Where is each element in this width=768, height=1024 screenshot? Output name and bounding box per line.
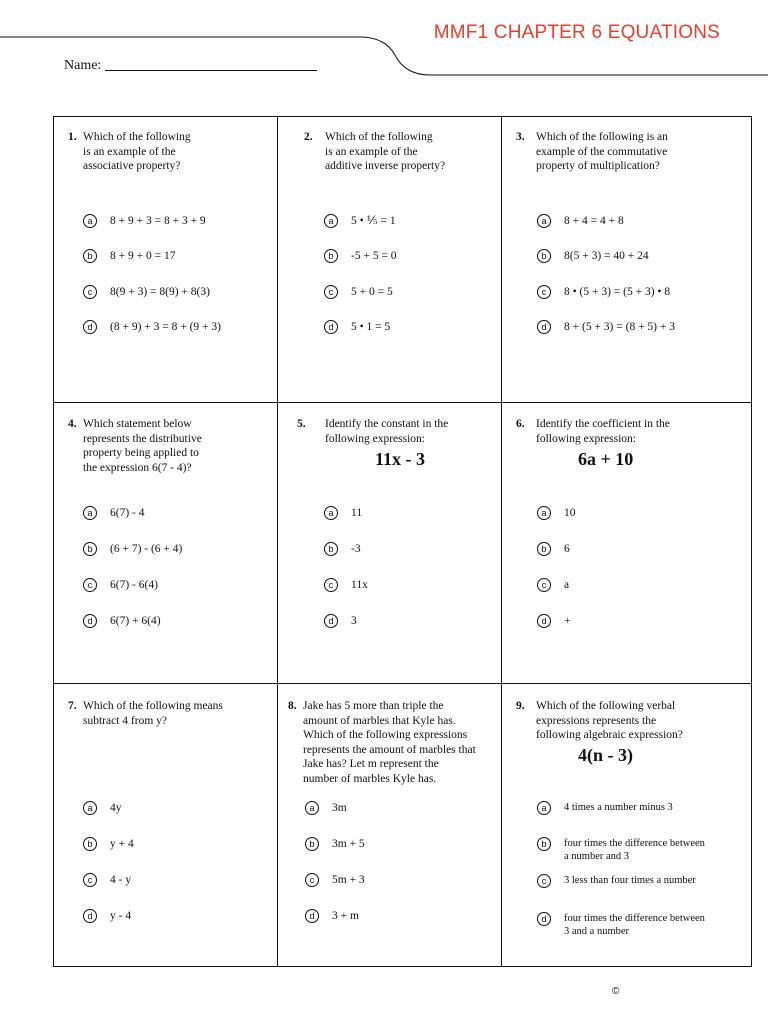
name-blank-line[interactable] <box>105 70 317 71</box>
answer-option-a[interactable] <box>537 801 673 815</box>
option-text: 6 <box>564 543 570 555</box>
answer-option-d[interactable] <box>537 614 571 629</box>
answer-option-c[interactable] <box>537 285 670 300</box>
question-grid <box>53 116 752 967</box>
answer-option-d[interactable] <box>537 320 675 335</box>
option-text: 3m + 5 <box>332 838 365 850</box>
question-expression: 4(n - 3) <box>578 745 633 765</box>
option-letter-circle[interactable]: c <box>537 285 551 299</box>
option-letter-circle[interactable]: d <box>305 909 319 923</box>
answer-option-b[interactable] <box>83 837 134 852</box>
answer-option-d[interactable] <box>537 912 705 938</box>
option-letter-circle[interactable]: b <box>83 837 97 851</box>
option-letter-circle[interactable]: b <box>83 542 97 556</box>
option-letter-circle[interactable]: b <box>324 249 338 263</box>
answer-option-c[interactable] <box>83 285 210 300</box>
option-text: -5 + 5 = 0 <box>351 250 397 262</box>
answer-option-a[interactable] <box>83 506 145 521</box>
option-letter-circle[interactable]: a <box>537 801 551 815</box>
option-letter-circle[interactable]: d <box>83 909 97 923</box>
option-letter-circle[interactable]: c <box>537 874 551 888</box>
option-text: 5 + 0 = 5 <box>351 286 393 298</box>
question-text: Which of the following means subtract 4 from y? <box>83 700 223 727</box>
answer-option-d[interactable] <box>324 320 390 335</box>
option-letter-circle[interactable]: c <box>83 873 97 887</box>
question-8 <box>278 684 502 964</box>
answer-option-d[interactable] <box>83 320 221 335</box>
option-text: 6(7) - 4 <box>110 507 145 519</box>
question-9 <box>502 684 726 964</box>
option-letter-circle[interactable]: a <box>537 506 551 520</box>
option-letter-circle[interactable]: c <box>324 285 338 299</box>
option-text: 4 times a number minus 3 <box>564 802 673 813</box>
option-letter-circle[interactable]: a <box>324 506 338 520</box>
option-text: 5 • 1 = 5 <box>351 321 391 333</box>
answer-option-a[interactable] <box>305 801 347 816</box>
question-number: 7. <box>68 700 77 712</box>
answer-option-d[interactable] <box>305 909 359 924</box>
option-letter-circle[interactable]: d <box>83 320 97 334</box>
option-letter-circle[interactable]: d <box>324 320 338 334</box>
answer-option-d[interactable] <box>83 614 161 629</box>
option-letter-circle[interactable]: c <box>83 578 97 592</box>
option-letter-circle[interactable]: d <box>83 614 97 628</box>
option-text: 8 + 4 = 4 + 8 <box>564 215 624 227</box>
option-letter-circle[interactable]: b <box>83 249 97 263</box>
copyright-mark: © <box>612 986 620 997</box>
option-text: (8 + 9) + 3 = 8 + (9 + 3) <box>110 321 221 333</box>
answer-option-a[interactable] <box>324 214 396 229</box>
option-letter-circle[interactable]: d <box>537 912 551 926</box>
answer-option-c[interactable] <box>324 578 368 593</box>
option-text: four times the difference between a number and 3 <box>564 838 705 862</box>
question-number: 6. <box>516 418 525 430</box>
option-text: 10 <box>564 507 576 519</box>
option-letter-circle[interactable]: a <box>83 801 97 815</box>
option-text: 6(7) - 6(4) <box>110 579 158 591</box>
question-7 <box>54 684 278 964</box>
option-text: 6(7) + 6(4) <box>110 615 161 627</box>
answer-option-b[interactable] <box>537 837 705 863</box>
option-text: 8(9 + 3) = 8(9) + 8(3) <box>110 286 210 298</box>
question-number: 2. <box>304 131 313 143</box>
question-text: Which of the following is an example of the commutative property of multiplication? <box>536 131 668 172</box>
option-letter-circle[interactable]: d <box>324 614 338 628</box>
option-text: 3m <box>332 802 347 814</box>
option-letter-circle[interactable]: b <box>537 542 551 556</box>
option-letter-circle[interactable]: b <box>537 249 551 263</box>
option-text: 3 + m <box>332 910 359 922</box>
question-text: Jake has 5 more than triple the amount of marbles that Kyle has. Which of the following expressions represents the amount of marbles that Jake has? Let m represent the number of marbles Kyle has. <box>303 700 476 785</box>
answer-option-a[interactable] <box>83 801 122 816</box>
question-2 <box>278 117 502 397</box>
option-text: 4y <box>110 802 122 814</box>
question-expression: 6a + 10 <box>578 449 634 469</box>
option-text: 8 + 9 + 3 = 8 + 3 + 9 <box>110 215 206 227</box>
option-text: -3 <box>351 543 361 555</box>
question-text: Identify the constant in the following expression: <box>325 418 449 445</box>
answer-option-b[interactable] <box>305 837 365 852</box>
option-letter-circle[interactable]: a <box>324 214 338 228</box>
question-number: 8. <box>288 700 297 712</box>
question-number: 4. <box>68 418 77 430</box>
answer-option-c[interactable] <box>324 285 393 300</box>
option-letter-circle[interactable]: c <box>324 578 338 592</box>
option-text: + <box>564 615 571 627</box>
option-text: 8 • (5 + 3) = (5 + 3) • 8 <box>564 286 671 298</box>
header-divider-curve <box>0 0 768 90</box>
question-number: 3. <box>516 131 525 143</box>
answer-option-c[interactable] <box>537 874 696 888</box>
answer-option-a[interactable] <box>324 506 362 521</box>
option-letter-circle[interactable]: b <box>324 542 338 556</box>
question-text: Which of the following verbal expressions represents the following algebraic expression? <box>536 700 683 741</box>
option-letter-circle[interactable]: c <box>305 873 319 887</box>
option-letter-circle[interactable]: b <box>537 837 551 851</box>
option-text: 5m + 3 <box>332 874 365 886</box>
option-text: 5 • ⅕ = 1 <box>351 215 396 227</box>
option-text: 3 <box>351 615 357 627</box>
option-text: four times the difference between 3 and a number <box>564 913 705 937</box>
question-4 <box>54 403 278 683</box>
question-text: Identify the coefficient in the following expression: <box>536 418 670 445</box>
answer-option-a[interactable] <box>537 506 576 521</box>
question-6 <box>502 403 726 683</box>
question-text: Which statement below represents the distributive property being applied to the expression 6(7 - 4)? <box>83 418 202 474</box>
option-text: y - 4 <box>110 910 132 922</box>
question-number: 9. <box>516 700 525 712</box>
option-text: a <box>564 579 570 591</box>
option-letter-circle[interactable]: c <box>83 285 97 299</box>
question-5 <box>278 403 502 683</box>
answer-option-a[interactable] <box>537 214 624 229</box>
option-letter-circle[interactable]: d <box>537 614 551 628</box>
answer-option-b[interactable] <box>537 249 649 264</box>
question-number: 1. <box>68 131 77 143</box>
option-text: 8 + 9 + 0 = 17 <box>110 250 176 262</box>
option-text: y + 4 <box>110 838 134 850</box>
question-3 <box>502 117 726 397</box>
option-letter-circle[interactable]: a <box>537 214 551 228</box>
option-letter-circle[interactable]: a <box>305 801 319 815</box>
answer-option-b[interactable] <box>324 249 397 264</box>
answer-option-d[interactable] <box>324 614 357 629</box>
question-number: 5. <box>297 418 306 430</box>
answer-option-a[interactable] <box>83 214 206 229</box>
name-label: Name: <box>64 58 102 73</box>
answer-option-c[interactable] <box>83 578 158 593</box>
question-text: Which of the following is an example of the associative property? <box>83 131 191 172</box>
option-text: 4 - y <box>110 874 132 886</box>
option-letter-circle[interactable]: c <box>537 578 551 592</box>
answer-option-c[interactable] <box>305 873 365 888</box>
option-letter-circle[interactable]: d <box>537 320 551 334</box>
question-1 <box>54 117 278 397</box>
option-text: 11x <box>351 579 368 591</box>
option-text: 11 <box>351 507 363 519</box>
answer-option-b[interactable] <box>83 542 182 557</box>
option-text: 8(5 + 3) = 40 + 24 <box>564 250 649 262</box>
question-expression: 11x - 3 <box>375 449 426 469</box>
answer-option-c[interactable] <box>83 873 131 888</box>
option-letter-circle[interactable]: a <box>83 506 97 520</box>
name-field[interactable] <box>64 58 317 74</box>
answer-option-b[interactable] <box>324 542 361 557</box>
option-text: 3 less than four times a number <box>564 875 696 886</box>
answer-option-b[interactable] <box>83 249 175 264</box>
worksheet-title: MMF1 CHAPTER 6 EQUATIONS <box>433 22 720 43</box>
option-letter-circle[interactable]: a <box>83 214 97 228</box>
answer-option-c[interactable] <box>537 578 569 593</box>
option-text: 8 + (5 + 3) = (8 + 5) + 3 <box>564 321 675 333</box>
option-letter-circle[interactable]: b <box>305 837 319 851</box>
question-text: Which of the following is an example of the additive inverse property? <box>325 131 446 172</box>
answer-option-d[interactable] <box>83 909 131 924</box>
answer-option-b[interactable] <box>537 542 570 557</box>
option-text: (6 + 7) - (6 + 4) <box>110 543 183 555</box>
